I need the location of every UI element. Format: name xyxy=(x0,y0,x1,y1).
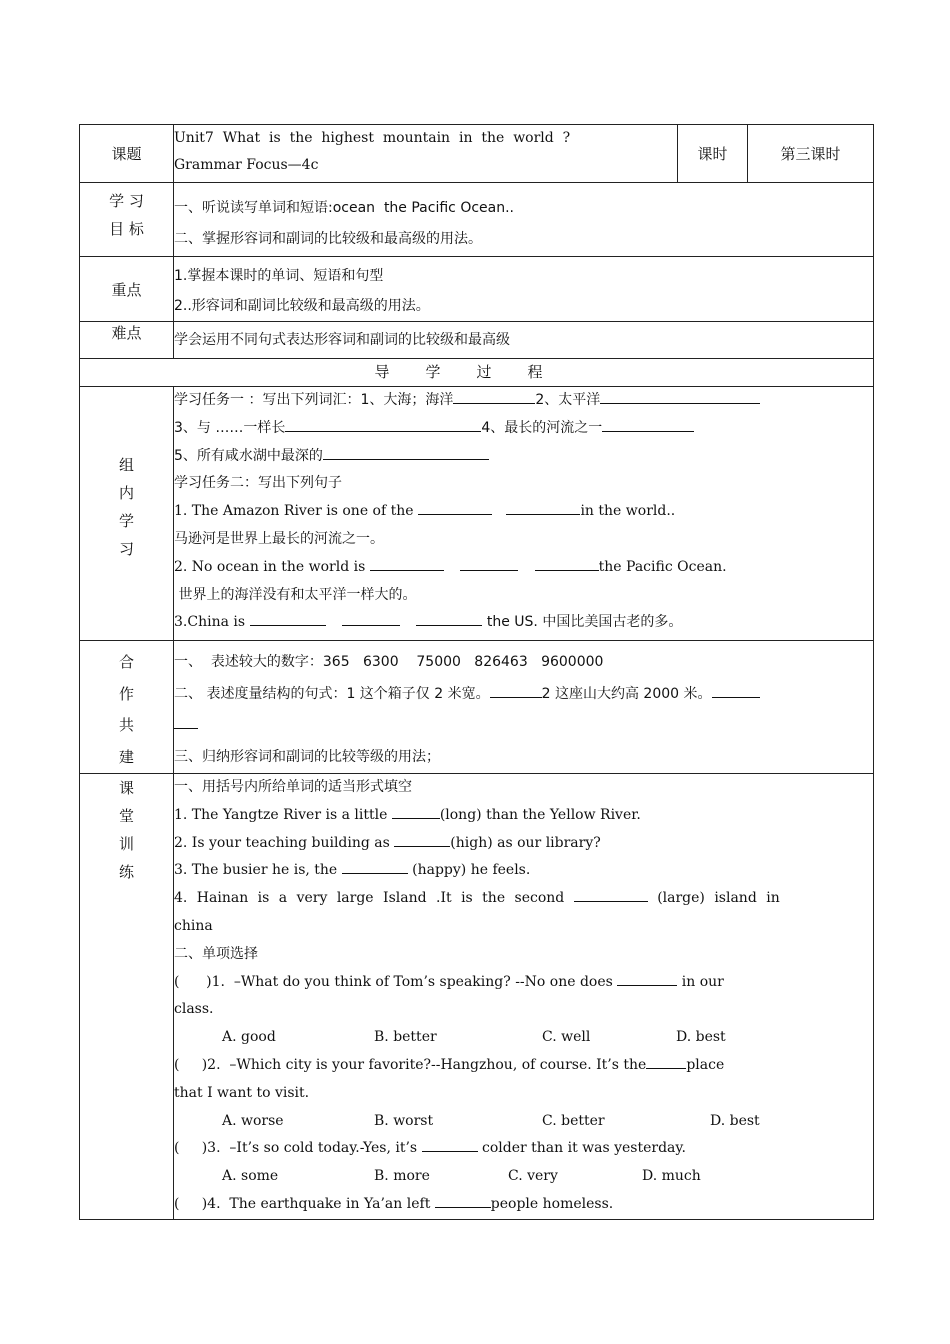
sentence-1 xyxy=(174,498,873,526)
task2-title: 学习任务二：写出下列句子 xyxy=(174,475,342,492)
cooperation-content xyxy=(174,641,874,774)
keypoints-row xyxy=(80,257,874,322)
blank-mc-1[interactable] xyxy=(617,969,677,986)
sentence-2 xyxy=(174,554,873,582)
q2-text-b: (high) as our library? xyxy=(450,834,601,851)
mc-3-text-b: colder than it was yesterday. xyxy=(482,1140,686,1157)
practice-q4 xyxy=(174,885,873,913)
practice-label-1: 课 xyxy=(118,779,134,797)
group-study-row xyxy=(80,387,874,641)
task1-prompt-d: 4、最长的河流之一 xyxy=(481,419,603,436)
q3-text-b: (happy) he feels. xyxy=(412,862,531,879)
blank-s1-2[interactable] xyxy=(506,498,580,515)
task1-line-3 xyxy=(174,443,873,471)
task1-line-2 xyxy=(174,415,873,443)
coop-item-1: 一、 表述较大的数字：365 6300 75000 826463 9600000 xyxy=(174,654,604,670)
blank-q4[interactable] xyxy=(574,885,648,902)
blank-s3-3[interactable] xyxy=(416,609,482,626)
mc-4 xyxy=(174,1191,873,1219)
topic-line-1: Unit7 What is the highest mountain in the world ? xyxy=(174,130,571,146)
goals-row xyxy=(80,183,874,257)
cooperation-label-3: 共 xyxy=(118,716,134,734)
blank-s2-3[interactable] xyxy=(535,554,599,571)
mc-2-option-a[interactable]: A. worse xyxy=(222,1112,284,1129)
practice-row xyxy=(80,774,874,1220)
topic-label: 课题 xyxy=(80,125,174,183)
mc-2-text-b: place xyxy=(686,1056,725,1073)
blank-ocean[interactable] xyxy=(453,387,535,404)
goals-label-line-1: 学 习 xyxy=(109,192,144,210)
task1-prompt-b: 2、太平洋 xyxy=(535,392,601,408)
keypoint-item-1: 1.掌握本课时的单词、短语和句型 xyxy=(174,268,384,284)
blank-s3-1[interactable] xyxy=(250,609,326,626)
practice-q4-cont: china xyxy=(174,917,213,934)
group-study-label xyxy=(80,387,174,641)
mc-2-options xyxy=(174,1108,873,1136)
blank-mc-4[interactable] xyxy=(435,1191,491,1208)
process-header-row xyxy=(80,359,874,387)
mc-1-cont: class. xyxy=(174,1001,214,1018)
process-header: 导学过程 xyxy=(80,359,874,387)
sentence-3 xyxy=(174,609,873,637)
blank-deepest-lake[interactable] xyxy=(323,443,489,460)
mc-1-text-b: in our xyxy=(681,973,724,990)
blank-mc-2[interactable] xyxy=(646,1052,686,1069)
blank-box-width[interactable] xyxy=(490,681,542,698)
task1-prompt-e: 5、所有咸水湖中最深的 xyxy=(174,447,323,464)
group-study-label-3: 学 xyxy=(118,512,134,530)
sentence-3-b: the US. 中国比美国古老的多。 xyxy=(482,614,683,631)
practice-content xyxy=(174,774,874,1220)
mc-2-option-c[interactable]: C. better xyxy=(542,1112,605,1129)
practice-sec1-title: 一、用括号内所给单词的适当形式填空 xyxy=(174,779,412,795)
sentence-2-a: 2. No ocean in the world is xyxy=(174,558,366,575)
blank-as-long-as[interactable] xyxy=(285,415,481,432)
q1-text-a: 1. The Yangtze River is a little xyxy=(174,806,388,823)
mc-1 xyxy=(174,969,873,997)
mc-1-text-a: ( )1. –What do you think of Tom’s speaking? --No one does xyxy=(174,973,613,990)
mc-4-text-b: people homeless. xyxy=(490,1195,614,1212)
mc-2 xyxy=(174,1052,873,1080)
sentence-1-a: 1. The Amazon River is one of the xyxy=(174,503,414,520)
blank-mountain-height-cont[interactable] xyxy=(174,712,198,729)
blank-mountain-height[interactable] xyxy=(712,681,760,698)
difficulty-text: 学会运用不同句式表达形容词和副词的比较级和最高级 xyxy=(174,322,874,359)
mc-3-option-b[interactable]: B. more xyxy=(374,1168,430,1185)
coop-item-2-a: 二、 表述度量结构的句式：1 这个箱子仅 2 米宽。 xyxy=(174,685,490,702)
blank-pacific[interactable] xyxy=(600,387,760,404)
sentence-2-cn: 世界上的海洋没有和太平洋一样大的。 xyxy=(174,586,417,603)
task1-line-1 xyxy=(174,387,873,415)
keypoints-label: 重点 xyxy=(80,257,174,322)
keypoint-item-2: 2..形容词和副词比较级和最高级的用法。 xyxy=(174,298,430,314)
mc-2-cont: that I want to visit. xyxy=(174,1084,310,1101)
difficulty-row xyxy=(80,322,874,359)
q4-text-b: (large) island in xyxy=(657,890,780,907)
mc-1-option-c[interactable]: C. well xyxy=(542,1029,591,1046)
group-study-label-4: 习 xyxy=(118,540,134,558)
blank-s2-2[interactable] xyxy=(460,554,518,571)
period-label: 课时 xyxy=(678,125,748,183)
lesson-table xyxy=(79,124,874,1220)
coop-item-2 xyxy=(174,679,873,711)
q1-text-b: (long) than the Yellow River. xyxy=(439,806,641,823)
q4-text-a: 4. Hainan is a very large Island .It is the second xyxy=(174,890,565,907)
mc-2-option-d[interactable]: D. best xyxy=(710,1112,760,1129)
keypoints-content xyxy=(174,257,874,322)
practice-label xyxy=(80,774,174,1220)
practice-label-3: 训 xyxy=(118,835,134,853)
goal-item-1: 一、听说读写单词和短语:ocean the Pacific Ocean.. xyxy=(174,200,514,216)
sentence-3-a: 3.China is xyxy=(174,614,246,631)
blank-s1-1[interactable] xyxy=(418,498,492,515)
group-study-label-2: 内 xyxy=(118,484,134,502)
goals-label-line-2: 目 标 xyxy=(109,220,144,238)
period-value: 第三课时 xyxy=(748,125,874,183)
blank-s3-2[interactable] xyxy=(342,609,400,626)
blank-s2-1[interactable] xyxy=(370,554,444,571)
practice-sec2-title: 二、单项选择 xyxy=(174,945,258,962)
group-study-label-1: 组 xyxy=(118,456,134,474)
coop-item-3: 三、归纳形容词和副词的比较等级的用法； xyxy=(174,748,440,765)
blank-mc-3[interactable] xyxy=(422,1135,478,1152)
topic-value xyxy=(174,125,678,183)
mc-3 xyxy=(174,1135,873,1163)
cooperation-label-1: 合 xyxy=(118,653,134,671)
coop-item-2-b: 2 这座山大约高 2000 米。 xyxy=(541,685,712,702)
task1-prompt-a: 学习任务一 ：写出下列词汇：1、大海；海洋 xyxy=(174,392,454,408)
mc-2-option-b[interactable]: B. worst xyxy=(374,1112,434,1129)
mc-4-text-a: ( )4. The earthquake in Ya’an left xyxy=(174,1195,431,1212)
cooperation-label-2: 作 xyxy=(118,684,134,703)
mc-1-option-d[interactable]: D. best xyxy=(676,1029,726,1046)
practice-q1 xyxy=(174,802,873,830)
cooperation-row xyxy=(80,641,874,774)
goal-item-2: 二、掌握形容词和副词的比较级和最高级的用法。 xyxy=(174,231,482,247)
mc-3-options xyxy=(174,1163,873,1191)
goals-content xyxy=(174,183,874,257)
cooperation-label xyxy=(80,641,174,774)
coop-item-2-cont xyxy=(174,710,873,742)
mc-1-option-b[interactable]: B. better xyxy=(374,1029,437,1046)
q3-text-a: 3. The busier he is, the xyxy=(174,862,338,879)
practice-label-4: 练 xyxy=(118,863,134,881)
task1-prompt-c: 3、与 ……一样长 xyxy=(174,419,286,436)
topic-line-2: Grammar Focus—4c xyxy=(174,157,319,173)
blank-longest-river[interactable] xyxy=(602,415,694,432)
mc-3-option-c[interactable]: C. very xyxy=(508,1168,558,1185)
sentence-1-b: in the world.. xyxy=(580,503,676,520)
blank-q1[interactable] xyxy=(392,802,440,819)
practice-label-2: 堂 xyxy=(118,807,134,825)
difficulty-label: 难点 xyxy=(80,322,174,359)
group-study-content xyxy=(174,387,874,641)
blank-q3[interactable] xyxy=(342,857,408,874)
practice-q2 xyxy=(174,830,873,858)
mc-1-option-a[interactable]: A. good xyxy=(222,1029,276,1046)
practice-q3 xyxy=(174,857,873,885)
mc-3-option-d[interactable]: D. much xyxy=(642,1168,701,1185)
mc-3-option-a[interactable]: A. some xyxy=(222,1168,279,1185)
q2-text-a: 2. Is your teaching building as xyxy=(174,834,390,851)
mc-2-text-a: ( )2. –Which city is your favorite?--Hangzhou, of course. It’s the xyxy=(174,1056,647,1073)
sentence-1-cn: 马逊河是世界上最长的河流之一。 xyxy=(174,530,384,547)
sentence-2-b: the Pacific Ocean. xyxy=(598,558,727,575)
mc-1-options xyxy=(174,1024,873,1052)
goals-label xyxy=(80,183,174,257)
topic-row xyxy=(80,125,874,183)
blank-q2[interactable] xyxy=(394,830,450,847)
cooperation-label-4: 建 xyxy=(118,747,134,766)
mc-3-text-a: ( )3. –It’s so cold today.-Yes, it’s xyxy=(174,1140,418,1157)
